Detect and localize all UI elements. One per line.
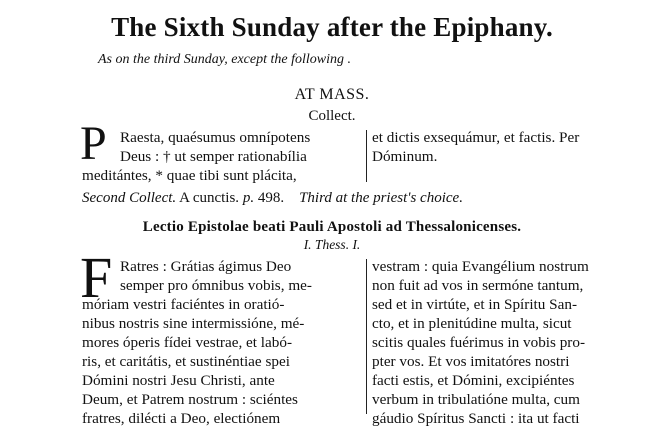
epistle-line: facti estis, et Dómini, excipiéntes <box>372 372 575 389</box>
epistle-line: Dómini nostri Jesu Christi, ante <box>82 372 275 389</box>
rubric-subtitle: As on the third Sunday, except the following . <box>98 52 351 67</box>
collect-drop-cap: P <box>80 117 107 170</box>
epistle-line: semper pro ómnibus vobis, me- <box>120 277 312 294</box>
page-title: The Sixth Sunday after the Epiphany. <box>111 12 553 42</box>
epistle-line: móriam vestri faciéntes in oratió- <box>82 296 285 313</box>
collect-line: Deus : † ut semper rationabília <box>120 148 307 165</box>
epistle-line: Ratres : Grátias ágimus Deo <box>120 258 292 275</box>
collect-line: Raesta, quaésumus omnípotens <box>120 129 311 146</box>
epistle-line: gáudio Spíritus Sancti : ita ut facti <box>372 410 580 427</box>
second-collect-text: A cunctis. <box>176 190 243 206</box>
collect-left-column <box>120 128 310 166</box>
second-collect-label: Second Collect. <box>82 190 177 206</box>
epistle-left-column <box>82 295 304 428</box>
epistle-right-column <box>372 257 589 428</box>
epistle-line: Deum, et Patrem nostrum : sciéntes <box>82 391 298 408</box>
epistle-left-column-top <box>120 257 312 295</box>
epistle-line: sed et in virtúte, et in Spíritu San- <box>372 296 578 313</box>
section-heading-at-mass: AT MASS. <box>294 86 370 103</box>
epistle-line: ris, et caritátis, et sustinéntiae spei <box>82 353 290 370</box>
column-divider <box>366 130 367 182</box>
epistle-citation: I. Thess. I. <box>303 237 361 252</box>
epistle-line: non fuit ad vos in sermóne tantum, <box>372 277 584 294</box>
epistle-line: vestram : quia Evangélium nostrum <box>372 258 589 275</box>
epistle-line: mores óperis fídei vestrae, et labó- <box>82 334 293 351</box>
second-collect-reference <box>82 190 463 207</box>
collect-line: meditántes, * quae tibi sunt plácita, <box>82 167 297 184</box>
epistle-line: fratres, dilécti a Deo, electiónem <box>82 410 281 427</box>
epistle-line: scitis quales fuérimus in vobis pro- <box>372 334 586 351</box>
epistle-line: pter vos. Et vos imitatóres nostri <box>372 353 570 370</box>
epistle-line: cto, et in plenitúdine multa, sicut <box>372 315 572 332</box>
epistle-line: verbum in tribulatióne multa, cum <box>372 391 580 408</box>
epistle-drop-cap: F <box>80 245 113 310</box>
collect-left-column-continued <box>82 166 297 185</box>
third-collect-note: Third at the priest's choice. <box>299 190 463 206</box>
epistle-line: nibus nostris sine intermissióne, mé- <box>82 315 305 332</box>
column-divider <box>366 259 367 414</box>
epistle-heading: Lectio Epistolae beati Pauli Apostoli ad Thessalonicenses. <box>142 219 522 235</box>
collect-line: Dóminum. <box>372 148 438 165</box>
page-ref-label: p. <box>242 190 255 206</box>
collect-line: et dictis exsequámur, et factis. Per <box>372 129 580 146</box>
collect-heading: Collect. <box>308 108 356 124</box>
page-ref-number: 498. <box>254 190 285 206</box>
collect-right-column <box>372 128 579 166</box>
